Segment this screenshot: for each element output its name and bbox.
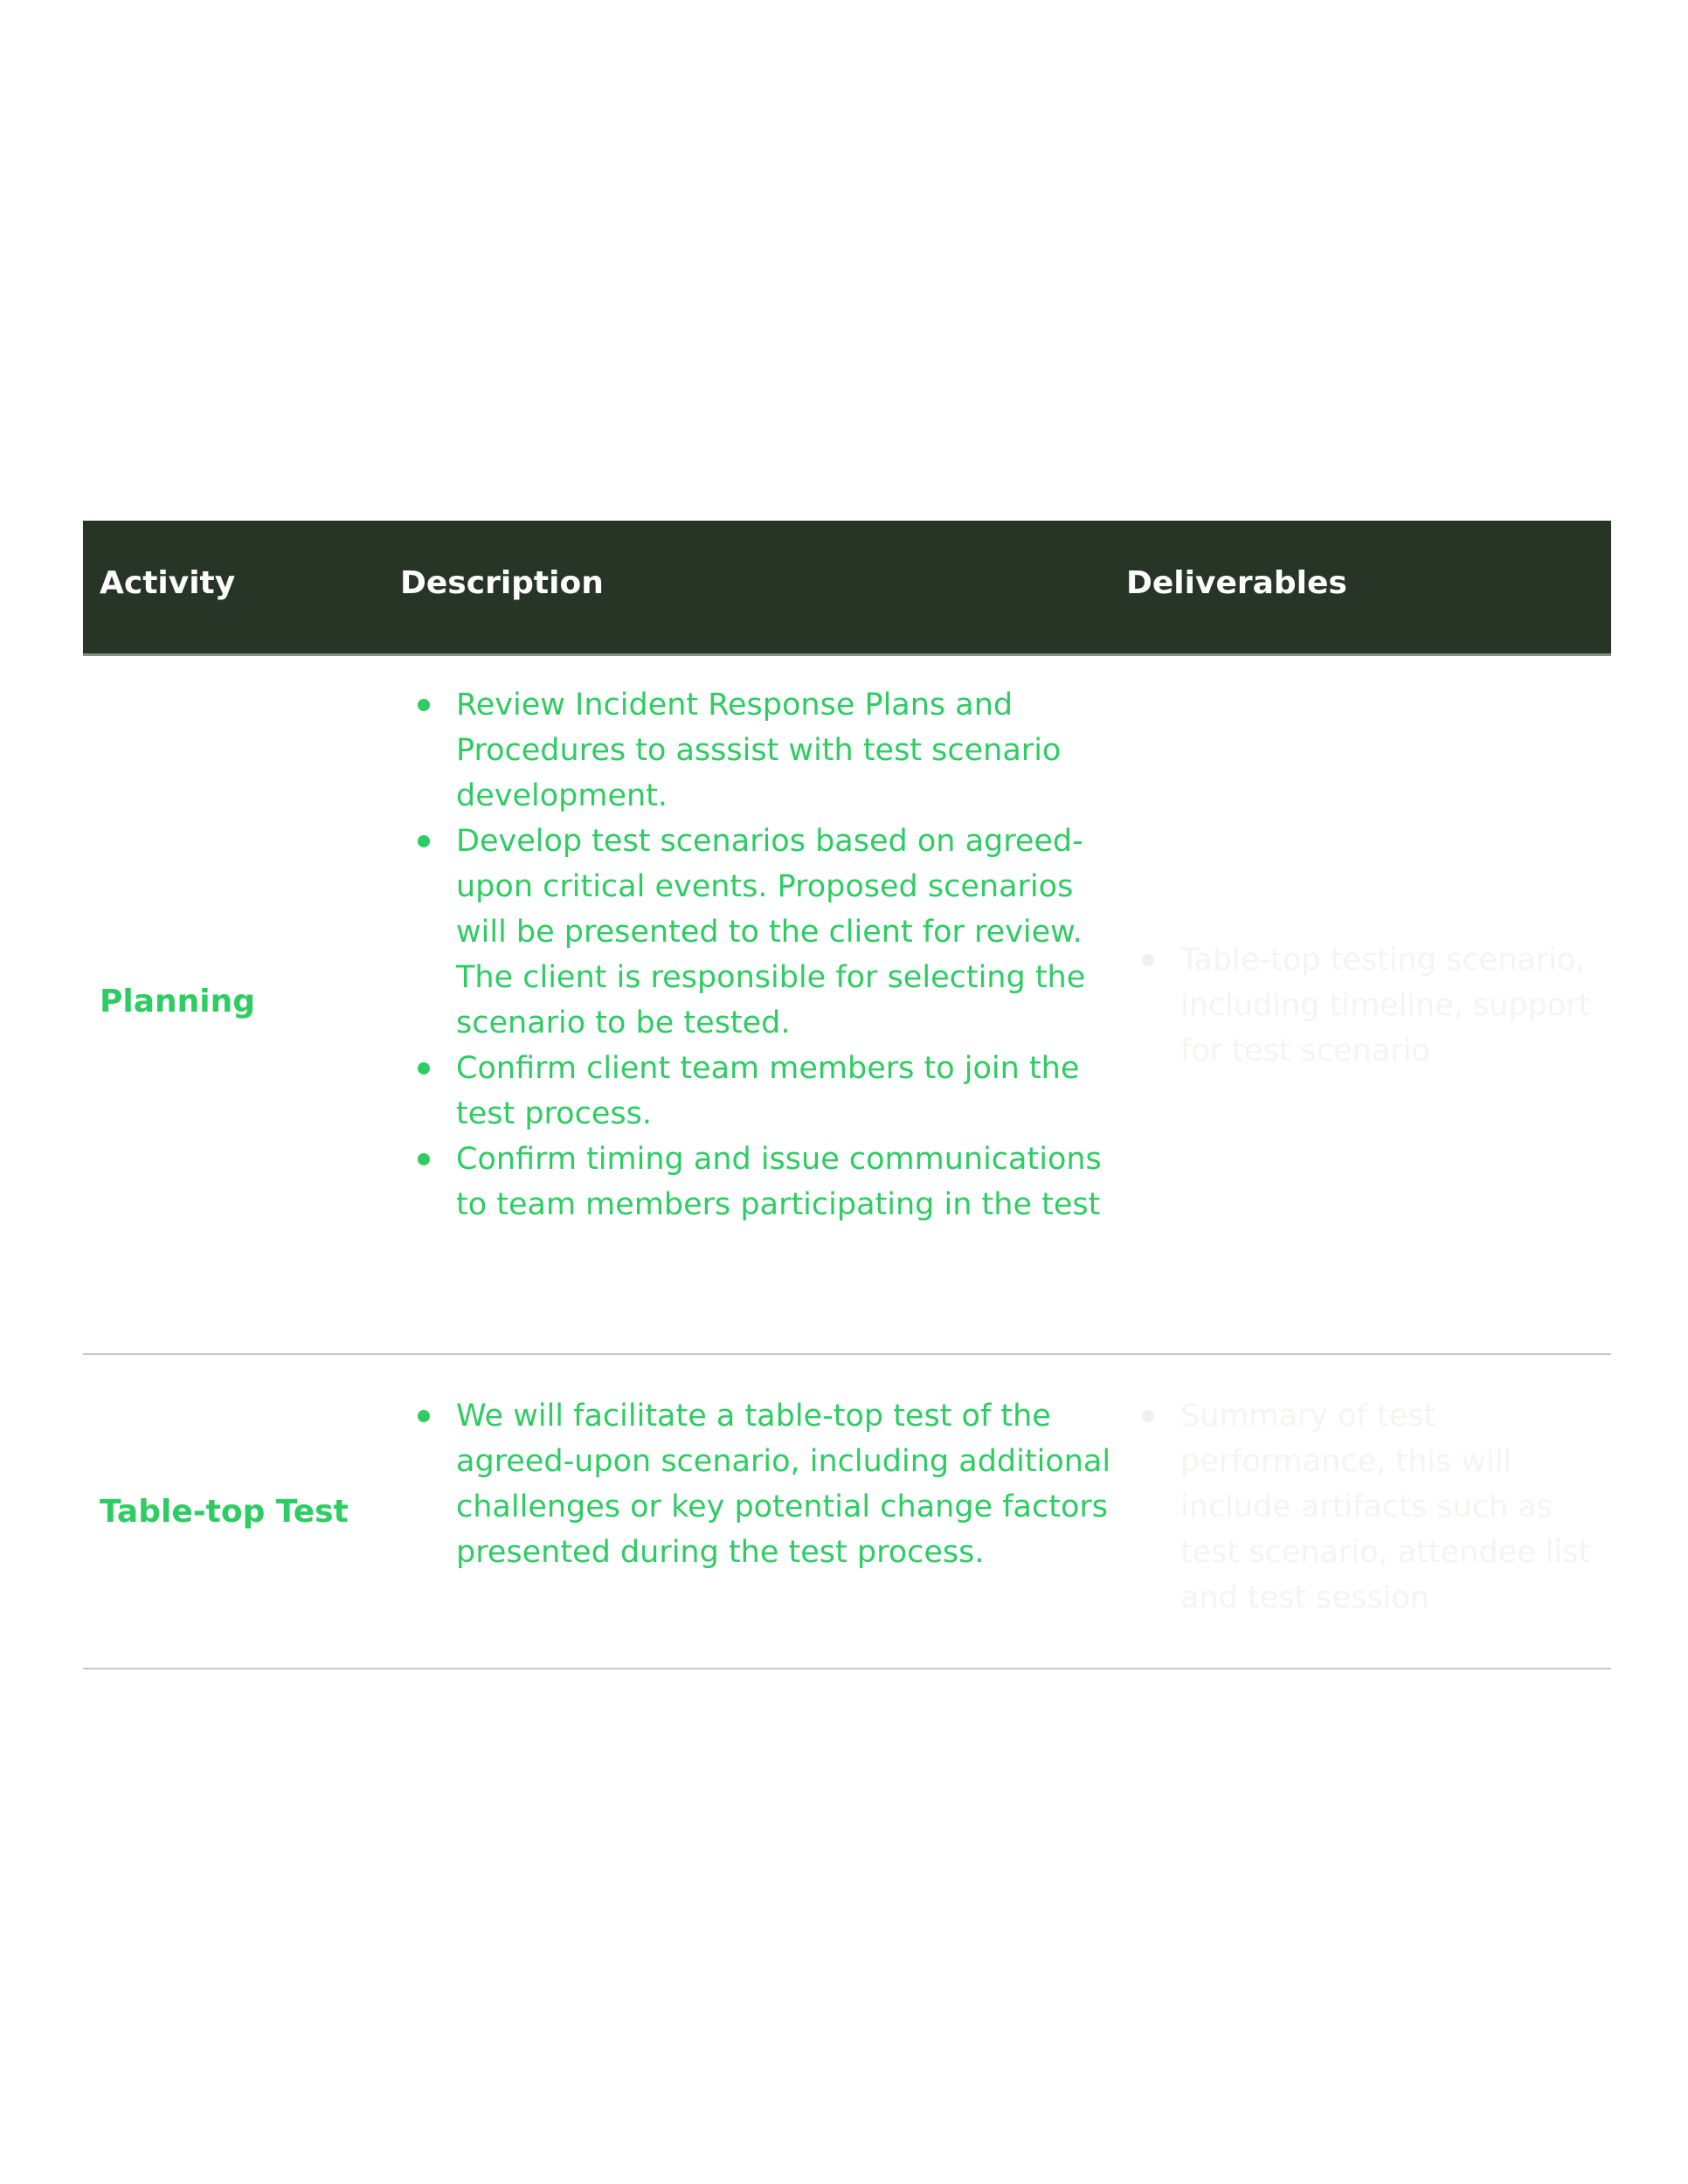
description-item	[418, 819, 1117, 1046]
description-text: Confirm timing and issue communications to team members participating in the test	[456, 1142, 1102, 1222]
deliverable-text: Table-top testing scenario, including timeline, support for test scenario	[1180, 943, 1591, 1068]
description-item	[418, 1137, 1117, 1227]
description-list-planning	[418, 682, 1117, 1227]
bullet-icon	[418, 835, 430, 847]
description-list-tabletop-test	[418, 1393, 1117, 1575]
header-activity: Activity	[100, 565, 236, 601]
deliverable-item	[1142, 937, 1592, 1074]
table-row-planning	[83, 656, 1611, 1355]
header-deliverables: Deliverables	[1126, 565, 1347, 601]
table-row-tabletop-test	[83, 1355, 1611, 1669]
bullet-icon	[1142, 954, 1154, 966]
bullet-icon	[418, 1410, 430, 1422]
header-description: Description	[400, 565, 604, 601]
activity-label-tabletop-test: Table-top Test	[100, 1494, 349, 1530]
description-text: Confirm client team members to join the test process.	[456, 1051, 1080, 1131]
description-text: Develop test scenarios based on agreed-upon critical events. Proposed scenarios will be presented to the client for review. The client is responsible for selecting the scenario to be tested.	[456, 824, 1086, 1040]
description-item	[418, 682, 1117, 819]
bullet-icon	[1142, 1410, 1154, 1422]
description-text: We will facilitate a table-top test of the agreed-upon scenario, including additional challenges or key potential change factors presented during the test process.	[456, 1399, 1111, 1570]
activities-table	[83, 521, 1611, 1669]
deliverables-list-tabletop-test	[1142, 1393, 1592, 1621]
bullet-icon	[418, 1153, 430, 1165]
deliverable-text: Summary of test performance, this will include artifacts such as test scenario, attendee list and test session	[1180, 1399, 1591, 1615]
description-item	[418, 1393, 1117, 1575]
deliverable-item	[1142, 1393, 1592, 1621]
description-text: Review Incident Response Plans and Procedures to asssist with test scenario development.	[456, 688, 1062, 813]
activity-label-planning: Planning	[100, 984, 256, 1019]
description-item	[418, 1046, 1117, 1137]
deliverables-list-planning	[1142, 937, 1592, 1074]
table-header-row	[83, 521, 1611, 656]
bullet-icon	[418, 1062, 430, 1075]
bullet-icon	[418, 699, 430, 711]
